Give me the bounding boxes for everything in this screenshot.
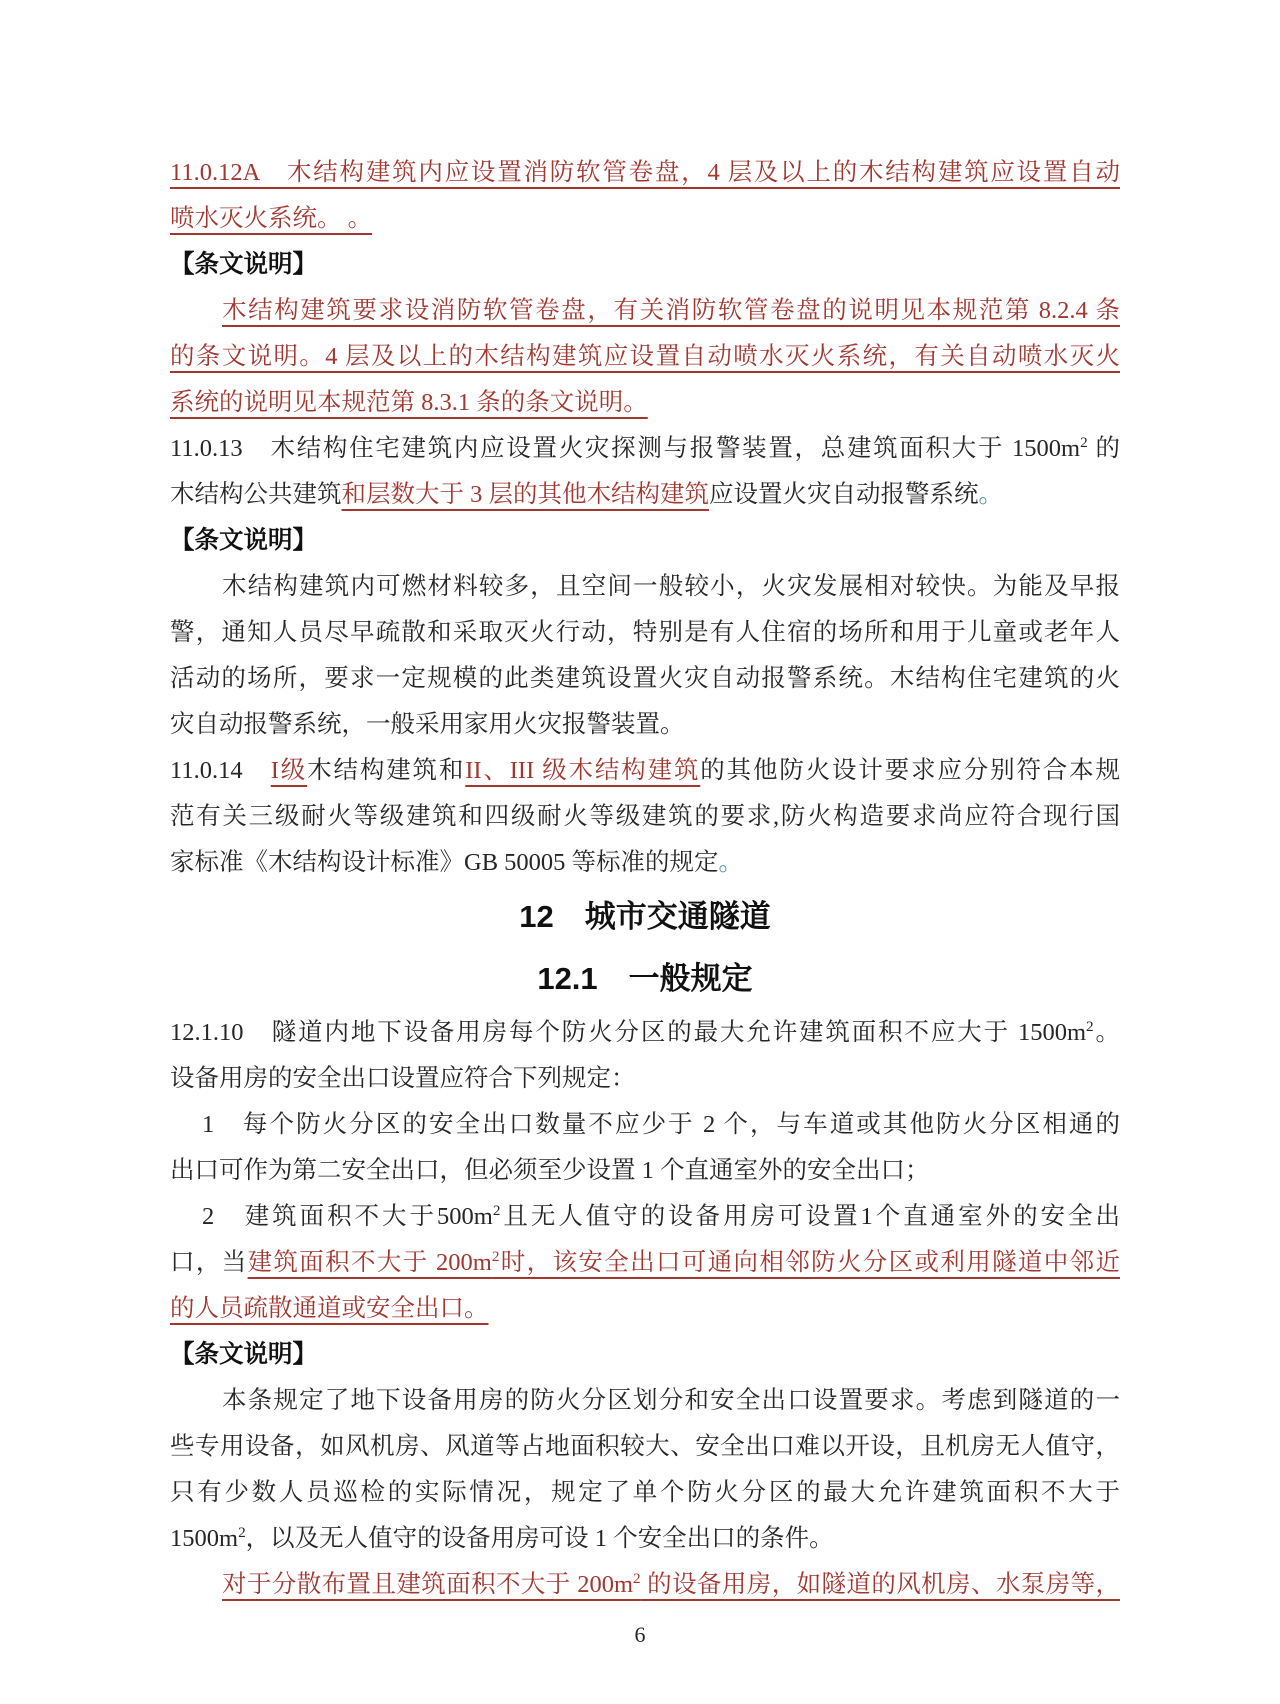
text-line: 的人员疏散通道或安全出口。	[170, 1295, 489, 1322]
text-line: 系统的说明见本规范第 8.3.1 条的条文说明。	[170, 389, 648, 416]
text-line: 设备用房的安全出口设置应符合下列规定：	[170, 1065, 636, 1092]
text-line: $1500m^2$，以及无人值守的设备用房可设 1 个安全出口的条件。	[170, 1523, 834, 1552]
list-item-1: 1 每个防火分区的安全出口数量不应少于 2 个，与车道或其他防火分区相通的	[202, 1111, 1120, 1138]
page-number: 6	[634, 1622, 646, 1647]
text-line: 木结构公共建筑和层数大于 3 层的其他木结构建筑应设置火灾自动报警系统。	[170, 481, 1003, 508]
text-line: 只有少数人员巡检的实际情况，规定了单个防火分区的最大允许建筑面积不大于	[170, 1479, 1120, 1506]
text-line: 口，当建筑面积不大于 $200m^2$时，该安全出口可通向相邻防火分区或利用隧道中邻近	[170, 1247, 1121, 1276]
text-line: 喷水灭火系统。 。	[170, 205, 373, 232]
text-line: 木结构建筑内可燃材料较多，且空间一般较小，火灾发展相对较快。为能及早报	[222, 573, 1120, 600]
chapter-heading: 12 城市交通隧道	[519, 899, 771, 934]
text-line: 出口可作为第二安全出口，但必须至少设置 1 个直通室外的安全出口；	[170, 1157, 930, 1184]
document-body	[170, 150, 1120, 1608]
text-line: 家标准《木结构设计标准》GB 50005 等标准的规定。	[170, 849, 744, 876]
text-line: 对于分散布置且建筑面积不大于 $200m^2$ 的设备用房，如隧道的风机房、水泵房等，	[222, 1569, 1120, 1598]
clause-12-1-10: 12.1.10 隧道内地下设备用房每个防火分区的最大允许建筑面积不应大于 $1500m^2$。	[170, 1017, 1121, 1046]
clause-11-0-13: 11.0.13 木结构住宅建筑内应设置火灾探测与报警装置，总建筑面积大于 $1500m^2$ 的	[170, 433, 1120, 462]
text-line: 的条文说明。4 层及以上的木结构建筑应设置自动喷水灭火系统，有关自动喷水灭火	[170, 343, 1120, 370]
text-line: 活动的场所，要求一定规模的此类建筑设置火灾自动报警系统。木结构住宅建筑的火	[170, 665, 1120, 692]
text-line: 本条规定了地下设备用房的防火分区划分和安全出口设置要求。考虑到隧道的一	[222, 1387, 1120, 1414]
list-item-2: 2 建筑面积不大于$500m^2$且无人值守的设备用房可设置1个直通室外的安全出	[202, 1201, 1121, 1230]
text-line: 木结构建筑要求设消防软管卷盘，有关消防软管卷盘的说明见本规范第 8.2.4 条	[222, 297, 1120, 324]
text-line: 警，通知人员尽早疏散和采取灭火行动，特别是有人住宿的场所和用于儿童或老年人	[170, 619, 1120, 646]
text-line: 灾自动报警系统，一般采用家用火灾报警装置。	[170, 711, 685, 738]
explanation-label: 【条文说明】	[170, 1341, 317, 1368]
explanation-label: 【条文说明】	[170, 527, 317, 554]
clause-11-0-12a: 11.0.12A 木结构建筑内应设置消防软管卷盘，4 层及以上的木结构建筑应设置自动	[170, 159, 1120, 186]
clause-11-0-14: 11.0.14 I级木结构建筑和II、III 级木结构建筑的其他防火设计要求应分别符合本规	[170, 757, 1121, 784]
text-line: 范有关三级耐火等级建筑和四级耐火等级建筑的要求,防火构造要求尚应符合现行国	[170, 803, 1120, 830]
text-line: 些专用设备，如风机房、风道等占地面积较大、安全出口难以开设，且机房无人值守，	[170, 1433, 1120, 1460]
section-heading: 12.1 一般规定	[537, 961, 753, 996]
explanation-label: 【条文说明】	[170, 251, 317, 278]
